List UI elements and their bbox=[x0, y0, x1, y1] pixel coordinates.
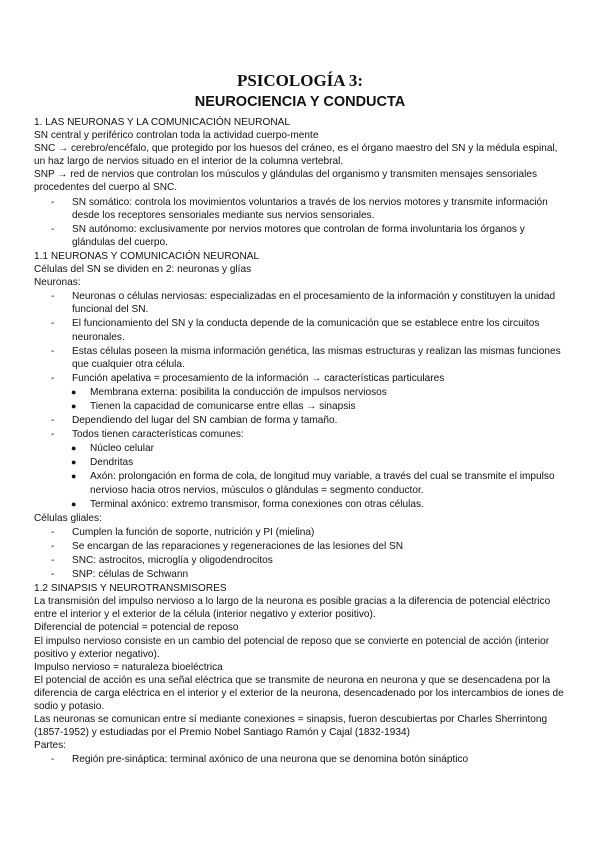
paragraph: SNP → red de nervios que controlan los músculos y glándulas del organismo y transmiten mensajes sensoriales procedentes del cuerpo al SNC. bbox=[34, 169, 538, 194]
bullet-marker: ● bbox=[71, 443, 77, 454]
section-heading: 1.2 SINAPSIS Y NEUROTRANSMISORES bbox=[34, 583, 227, 595]
list-item bbox=[34, 540, 564, 553]
list-item-text: Cumplen la función de soporte, nutrición y PI (mielina) bbox=[72, 526, 315, 538]
paragraph: Diferencial de potencial = potencial de reposo bbox=[34, 622, 239, 634]
list-item bbox=[34, 317, 564, 343]
dash-marker: - bbox=[51, 555, 55, 566]
list-item-text: Tienen la capacidad de comunicarse entre ellas → sinapsis bbox=[90, 400, 356, 412]
paragraph: SNC → cerebro/encéfalo, que protegido por los huesos del cráneo, es el órgano maestro del SN y la médula espinal, un haz largo de nervios situado en el interior de la columna vertebral. bbox=[34, 143, 558, 168]
sub-list-item bbox=[34, 400, 564, 413]
dash-marker: - bbox=[51, 291, 55, 303]
list-item-text: SN somático: controla los movimientos voluntarios a través de los nervios motores y transmite información desde los receptores sensoriales mediante sus nervios sensoriales. bbox=[72, 196, 548, 221]
list-item-text: SNP: células de Schwann bbox=[72, 569, 189, 581]
list-item-text: Región pre-sináptica: terminal axónico de una neurona que se denomina botón sináptico bbox=[72, 754, 469, 766]
list-item-text: Dendritas bbox=[90, 457, 134, 469]
dash-marker: - bbox=[51, 372, 55, 384]
paragraph: La transmisión del impulso nervioso a lo largo de la neurona es posible gracias a la diferencia de potencial eléctrico entre el interior y el exterior de la célula (interior negativo y exterior positivo). bbox=[34, 596, 551, 621]
list-item-text: Estas células poseen la misma información genética, las mismas estructuras y realizan las mismas funciones que cualquier otra célula. bbox=[72, 345, 561, 370]
dash-marker: - bbox=[51, 345, 55, 357]
paragraph: Impulso nervioso = naturaleza bioeléctrica bbox=[34, 661, 223, 673]
dash-marker: - bbox=[51, 540, 55, 552]
bullet-marker: ● bbox=[71, 457, 77, 468]
list-item-text: Dependiendo del lugar del SN cambian de forma y tamaño. bbox=[72, 415, 338, 427]
list-item-text: Núcleo celular bbox=[90, 443, 154, 455]
dash-marker: - bbox=[51, 196, 55, 208]
list-item bbox=[34, 290, 564, 316]
list-item-text: Función apelativa = procesamiento de la información → características particulares bbox=[72, 372, 445, 384]
section-heading: 1. LAS NEURONAS Y LA COMUNICACIÓN NEURONAL bbox=[34, 117, 290, 128]
list-item-text: El funcionamiento del SN y la conducta depende de la comunicación que se establece entre los circuitos neuronales. bbox=[72, 318, 540, 343]
list-item bbox=[34, 345, 564, 371]
dash-marker: - bbox=[51, 429, 55, 441]
bullet-marker: ● bbox=[71, 386, 77, 397]
subheading: Células gliales: bbox=[34, 512, 102, 524]
sub-list-item bbox=[34, 498, 564, 511]
dash-marker: - bbox=[51, 754, 55, 766]
document-title: PSICOLOGÍA 3: bbox=[236, 71, 364, 90]
list-item-text: Se encargan de las reparaciones y regeneraciones de las lesiones del SN bbox=[72, 540, 404, 552]
document-body bbox=[34, 116, 564, 768]
list-item-text: Terminal axónico: extremo transmisor, forma conexiones con otras células. bbox=[90, 498, 424, 510]
list-item-text: Neuronas o células nerviosas: especializadas en el procesamiento de la información y constituyen la unidad funcional del SN. bbox=[72, 291, 556, 316]
subheading: Partes: bbox=[34, 740, 66, 752]
sub-list-item bbox=[34, 470, 564, 496]
list-item bbox=[34, 753, 564, 766]
list-item bbox=[34, 554, 564, 567]
sub-list-item bbox=[34, 456, 564, 469]
list-item-text: Membrana externa: posibilita la conducción de impulsos nerviosos bbox=[90, 386, 387, 398]
list-item bbox=[34, 372, 564, 385]
dash-marker: - bbox=[51, 223, 55, 235]
dash-marker: - bbox=[51, 569, 55, 581]
list-item bbox=[34, 196, 564, 222]
list-item bbox=[34, 414, 564, 427]
list-item-text: SN autónomo: exclusivamente por nervios motores que controlan de forma involuntaria los órganos y glándulas del cuerpo. bbox=[72, 223, 525, 248]
list-item bbox=[34, 568, 564, 581]
list-item-text: Todos tienen características comunes: bbox=[72, 429, 244, 441]
list-item bbox=[34, 223, 564, 249]
paragraph: Células del SN se dividen en 2: neuronas y glías bbox=[34, 264, 252, 276]
paragraph: Las neuronas se comunican entre sí mediante conexiones = sinapsis, fueron descubiertas por Charles Sherrintong (1857-1952) y estudiadas por el Premio Nobel Santiago Ramón y Cajal (1832-1934) bbox=[34, 714, 548, 739]
section-heading: 1.1 NEURONAS Y COMUNICACIÓN NEURONAL bbox=[34, 250, 260, 262]
subheading: Neuronas: bbox=[34, 277, 81, 289]
bullet-marker: ● bbox=[71, 471, 77, 482]
dash-marker: - bbox=[51, 526, 55, 538]
document-subtitle: NEUROCIENCIA Y CONDUCTA bbox=[194, 94, 406, 110]
paragraph: El potencial de acción es una señal eléctrica que se transmite de neurona en neurona y que se desencadena por la diferencia de carga eléctrica en el interior y el exterior de la neurona, desencadenado por los intercambios de iones de sodio y potasio. bbox=[34, 674, 564, 713]
sub-list-item bbox=[34, 442, 564, 455]
dash-marker: - bbox=[51, 318, 55, 330]
paragraph: El impulso nervioso consiste en un cambio del potencial de reposo que se convierte en potencial de acción (interior positivo y exterior negativo). bbox=[34, 635, 550, 660]
sub-list-item bbox=[34, 386, 564, 399]
dash-marker: - bbox=[51, 415, 55, 427]
list-item bbox=[34, 428, 564, 441]
bullet-marker: ● bbox=[71, 400, 77, 411]
list-item-text: Axón: prolongación en forma de cola, de longitud muy variable, a través del cual se transmite el impulso nervioso hacia otros nervios, músculos o glándulas = segmento conductor. bbox=[90, 471, 555, 496]
bullet-marker: ● bbox=[71, 498, 77, 509]
paragraph: SN central y periférico controlan toda la actividad cuerpo-mente bbox=[34, 130, 319, 142]
list-item-text: SNC: astrocitos, microglía y oligodendrocitos bbox=[72, 555, 273, 566]
list-item bbox=[34, 526, 564, 539]
